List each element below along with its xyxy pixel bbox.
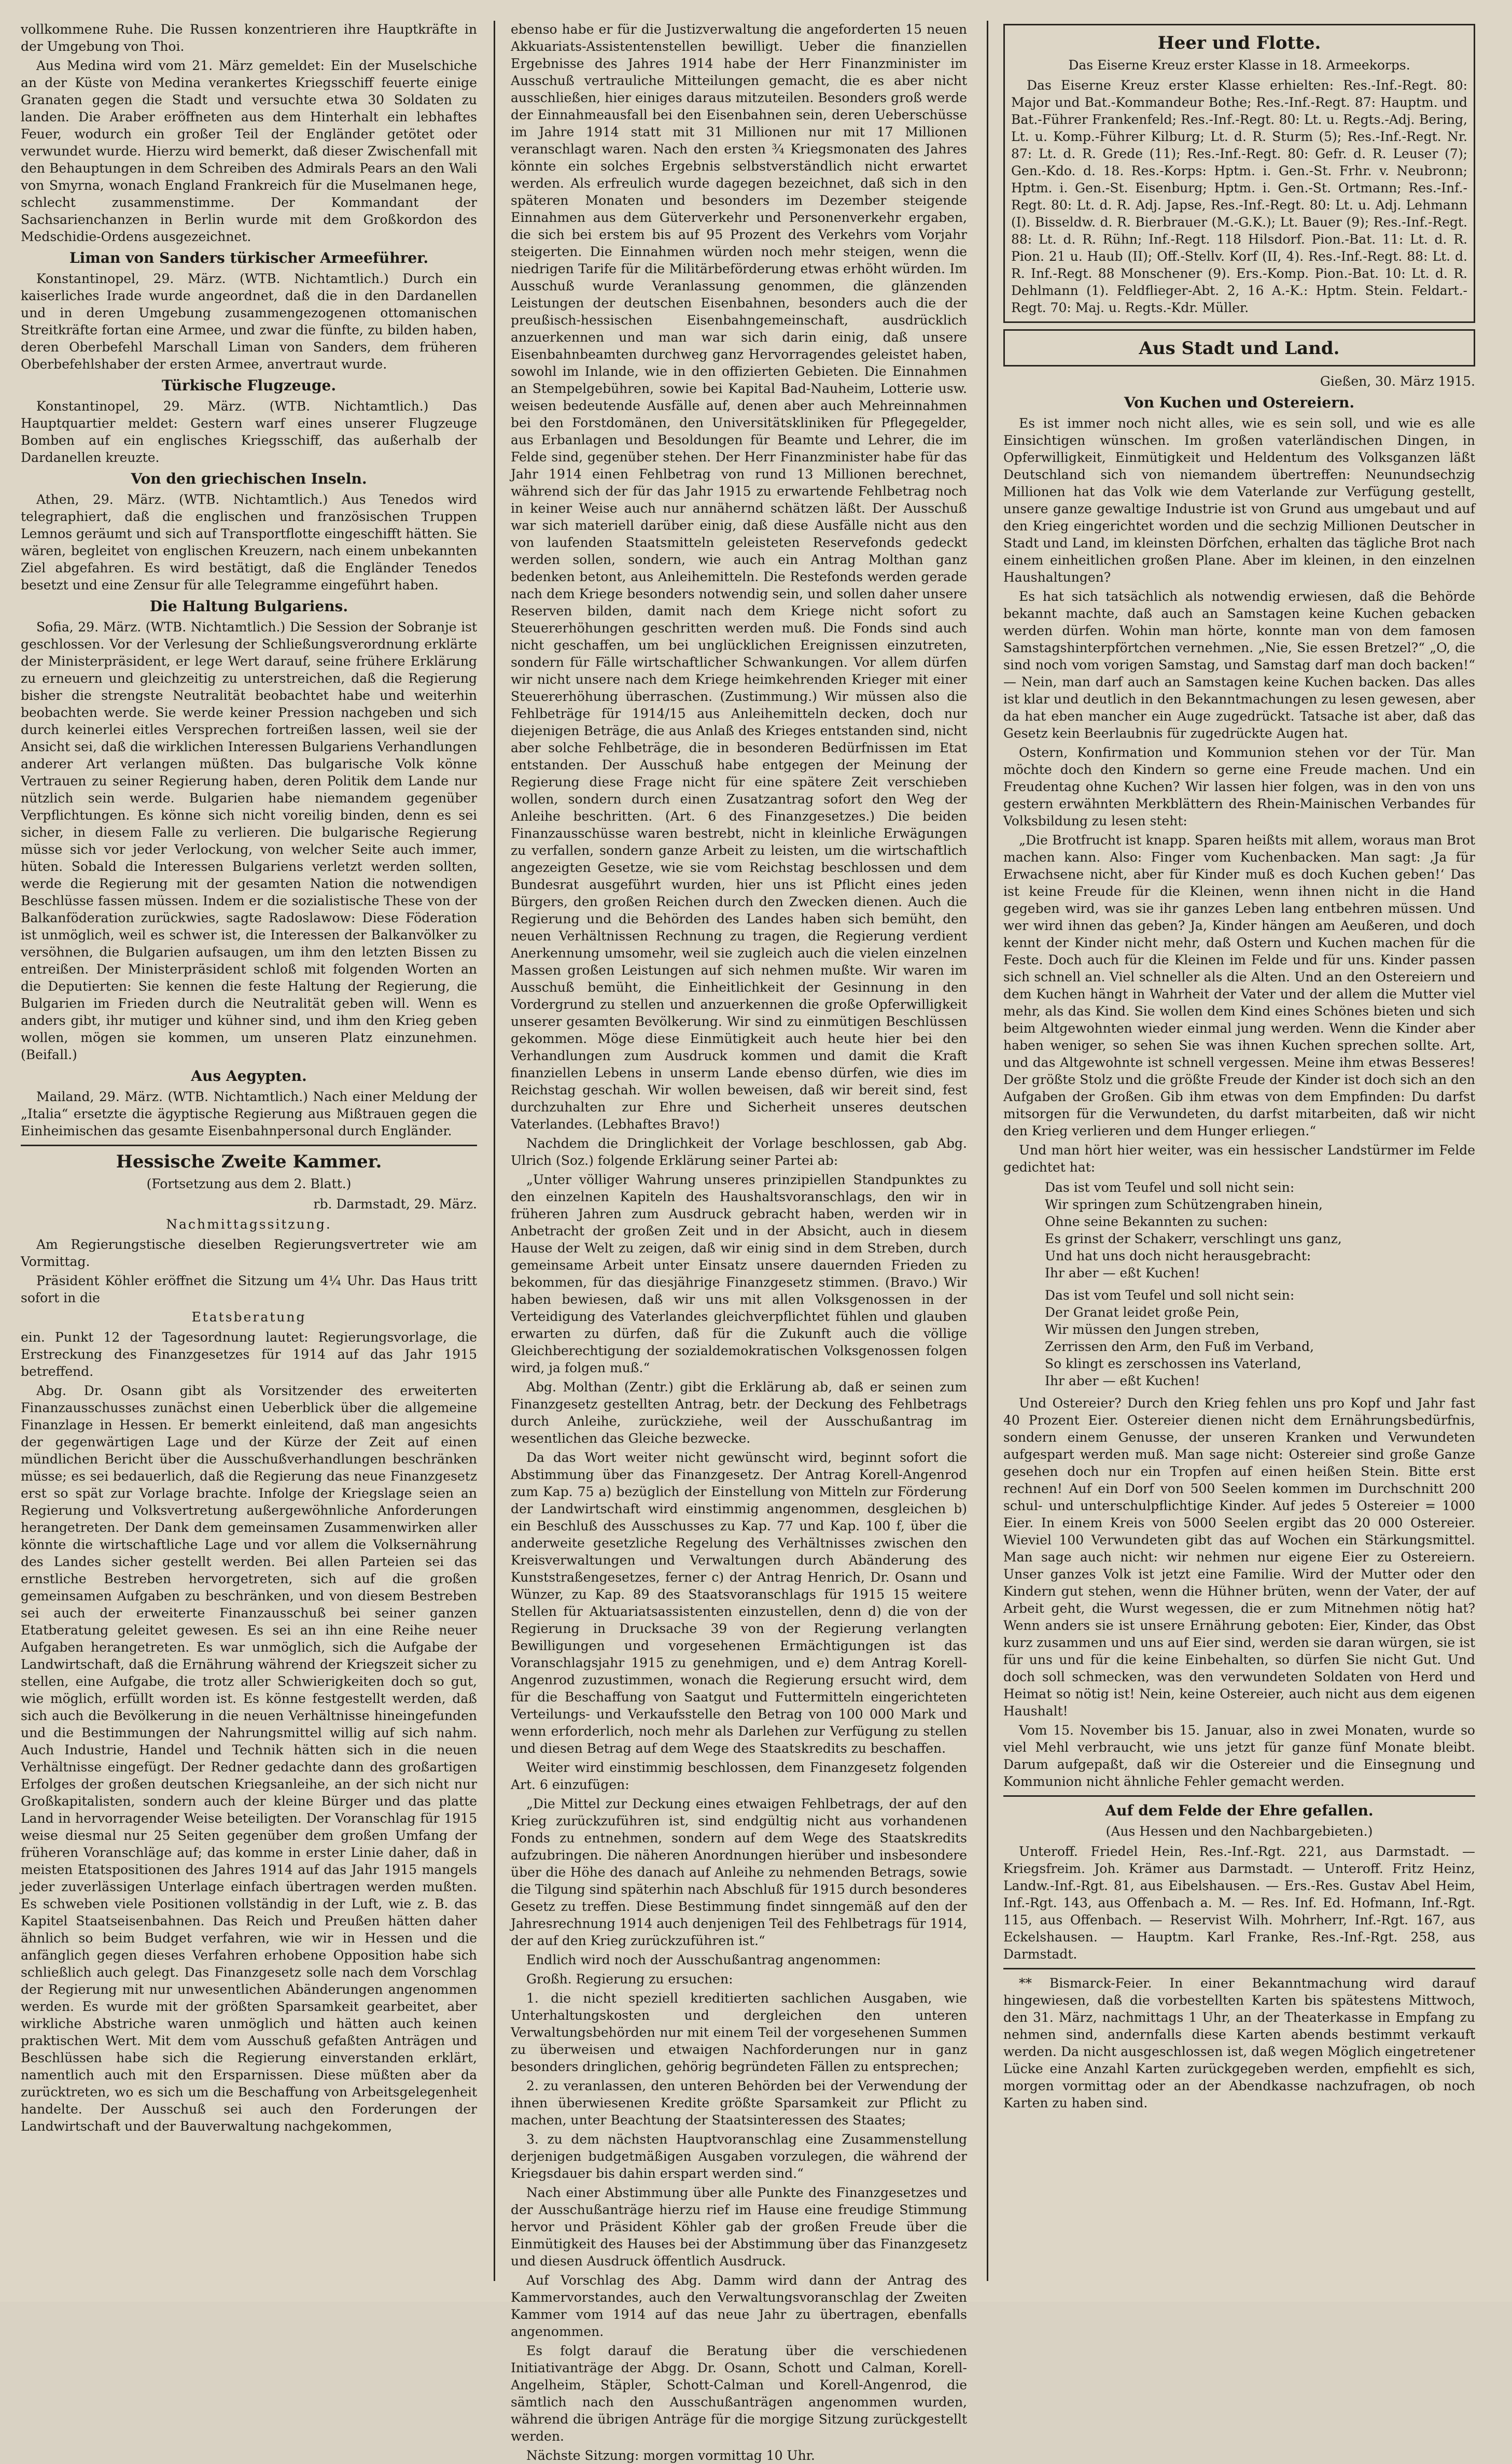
poem-line: Wir springen zum Schützengraben hinein,: [1045, 1197, 1323, 1212]
paragraph: „Unter völliger Wahrung unseres prinzipiellen Standpunktes zu den einzelnen Kapiteln des Haushaltsvoranschlags, den wir in früheren Jahren zum Ausdruck gebracht haben, werden wir in Anbetracht der großen Zeit und in der Absicht, auch in diesem Hause der Welt zu zeigen, daß wir einig sind in dem Streben, durch gemeinsame Arbeit unter Einsatz unsere dauernden Frieden zu bekommen, für das diesjährige Finanzgesetz stimmen. (Bravo.) Wir haben bewiesen, daß wir uns mit allen Volksgenossen in der Verteidigung des Vaterlandes gleichverpflichtet fühlen und glauben erwarten zu dürfen, daß für die Zukunft auch die völlige Gleichberechtigung der sozialdemokratischen Volksgenossen folgen wird, ja folgen muß.“: [511, 1172, 967, 1375]
paragraph: Am Regierungstische dieselben Regierungsvertreter wie am Vormittag.: [21, 1237, 477, 1269]
section-heading: Aus Stadt und Land.: [1139, 338, 1340, 359]
paragraph: Auf Vorschlag des Abg. Damm wird dann der Antrag des Kammervorstandes, auch den Verwaltungsvoranschlag der Zweiten Kammer vom 1914 auf das neue Jahr zu übertragen, ebenfalls angenommen.: [511, 2273, 967, 2339]
paragraph: Vom 15. November bis 15. Januar, also in zwei Monaten, wurde so viel Mehl verbraucht, wie uns jetzt für ganze fünf Monate bleibt. Darum aufgepaßt, daß wir die Ostereier und die Einsegnung und Kommunion nicht ähnliche Fehler gemacht werden.: [1003, 1723, 1475, 1789]
paragraph: Konstantinopel, 29. März. (WTB. Nichtamtlich.) Durch ein kaiserliches Irade wurde angeordnet, daß die in den Dardanellen und in deren Umgebung zusammengezogenen ottomanischen Streitkräfte fortan eine Armee, und zwar die fünfte, zu bilden haben, deren Oberbefehl Marschall Liman von Sanders, dem früheren Oberbefehlshaber der ersten Armee, anvertraut wurde.: [21, 271, 477, 372]
paragraph: Präsident Köhler eröffnet die Sitzung um 4¼ Uhr. Das Haus tritt sofort in die: [21, 1273, 477, 1305]
paragraph: 2. zu veranlassen, den unteren Behörden bei der Verwendung der ihnen überwiesenen Kredite größte Sparsamkeit zur Pflicht zu machen, unter Beachtung der Staatsinteressen des Staates;: [511, 2078, 967, 2128]
section-heading: Türkische Flugzeuge.: [161, 377, 337, 394]
paragraph: Unteroff. Friedel Hein, Res.-Inf.-Rgt. 221, aus Darmstadt. — Kriegsfreim. Joh. Krämer aus Darmstadt. — Unteroff. Fritz Heinz, Landw.-Inf.-Rgt. 81, aus Eibelshausen. — Ers.-Res. Gustav Abel Heim, Inf.-Rgt. 143, aus Offenbach a. M. — Res. Inf. Ed. Hofmann, Inf.-Rgt. 115, aus Offenbach. — Reservist Wilh. Mohrherr, Inf.-Rgt. 167, aus Eckelshausen. — Hauptm. Karl Franke, Res.-Inf.-Rgt. 258, aus Darmstadt.: [1003, 1844, 1475, 1962]
column-3: [1003, 21, 1475, 2281]
paragraph: Mailand, 29. März. (WTB. Nichtamtlich.) Nach einer Meldung der „Italia“ ersetzte die ägyptische Regierung aus Mißtrauen gegen die Einheimischen das gesamte Eisenbahnpersonal durch Engländer.: [21, 1089, 477, 1138]
paragraph: 1. die nicht speziell kreditierten sachlichen Ausgaben, wie Unterhaltungskosten und dergleichen den unteren Verwaltungsbehörden nur mit einem Teil der vorgesehenen Summen zu überweisen und etwaigen Nachforderungen nur in ganz besonders dringlichen, gehörig begründeten Fällen zu entsprechen;: [511, 1991, 967, 2074]
poem-line: Der Granat leidet große Pein,: [1045, 1305, 1240, 1320]
paragraph: ** Bismarck-Feier. In einer Bekanntmachung wird darauf hingewiesen, daß die vorbestellten Karten bis spätestens Mittwoch, den 31. März, nachmittags 1 Uhr, an der Theaterkasse in Empfang zu nehmen sind, andernfalls diese Karten abends bestimmt verkauft werden. Da nicht ausgeschlossen ist, daß wegen Möglich eingetretener Lücke eine Anzahl Karten zurückgegeben werden, empfiehlt es sich, morgen vormittag oder an der Abendkasse nachzufragen, ob noch Karten zu haben sind.: [1003, 1976, 1475, 2110]
paragraph: ein. Punkt 12 der Tagesordnung lautet: Regierungsvorlage, die Erstreckung des Finanzgesetzes für 1914 auf das Jahr 1915 betreffend.: [21, 1330, 477, 1379]
section-heading: Die Haltung Bulgariens.: [149, 598, 348, 615]
paragraph: Großh. Regierung zu ersuchen:: [526, 1972, 733, 1987]
dateline: rb. Darmstadt, 29. März.: [313, 1196, 477, 1212]
paragraph: Endlich wird noch der Ausschußantrag angenommen:: [526, 1952, 881, 1967]
poem-line: Zerrissen den Arm, den Fuß im Verband,: [1045, 1339, 1314, 1354]
poem-line: Und hat uns doch nicht herausgebracht:: [1045, 1248, 1311, 1263]
subheading: Etatsberatung: [191, 1310, 306, 1325]
column-rule: [987, 21, 988, 2281]
dateline: Gießen, 30. März 1915.: [1320, 374, 1475, 389]
poem-line: Ihr aber — eßt Kuchen!: [1045, 1265, 1200, 1280]
poem-line: Wir müssen den Jungen streben,: [1045, 1322, 1259, 1337]
paragraph: Nach einer Abstimmung über alle Punkte des Finanzgesetzes und der Ausschußanträge hierzu rief im Hause eine freudige Stimmung hervor und Präsident Köhler gab der großen Freude über die Einmütigkeit des Hauses bei der Abstimmung über das Finanzgesetz und diesen Ausdruck öffentlich Ausdruck.: [511, 2185, 967, 2269]
article-heading: Hessische Zweite Kammer.: [116, 1151, 382, 1172]
subheading: Nachmittagssitzung.: [166, 1217, 332, 1232]
paragraph: Ostern, Konfirmation und Kommunion stehen vor der Tür. Man möchte doch den Kindern so gerne eine Freude machen. Und ein Freudentag ohne Kuchen? Wir lassen hier folgen, was in den von uns gestern erwähnten Merkblättern des Rhein-Mainischen Verbandes für Volksbildung zu lesen steht:: [1003, 745, 1475, 828]
paragraph: Da das Wort weiter nicht gewünscht wird, beginnt sofort die Abstimmung über das Finanzgesetz. Der Antrag Korell-Angenrod zum Kap. 75 a) bezüglich der Einstellung von Mitteln zur Förderung der Landwirtschaft wird einstimmig angenommen, desgleichen b) ein Beschluß des Ausschusses zu Kap. 77 und Kap. 100 f, über die anderweite gesetzliche Regelung des Verhältnisses zwischen den Kreisverwaltungen und Verwaltungen durch Abänderung des Kunststraßengesetzes, ferner c) der Antrag Henrich, Dr. Osann und Wünzer, zu Kap. 89 des Staatsvoranschlags für 1915 15 weitere Stellen für Aktuariatsassistenten einzustellen, denn d) die von der Regierung in Drucksache 39 von der Regierung verlangten Bewilligungen und vorgesehenen Ermächtigungen ist das Voranschlagsjahr 1915 zu genehmigen, und e) dem Antrag Korell-Angenrod zuzustimmen, wonach die Regierung ersucht wird, dem für die Beschaffung von Saatgut und Futtermitteln eingerichteten Verteilungs- und Verkaufsstelle den Betrag von 100 000 Mark und wenn erforderlich, noch mehr als Darlehen zur Verfügung zu stellen und diesen Betrag auf dem Wege des Staatskredits zu beschaffen.: [511, 1450, 967, 1756]
column-2: [511, 21, 967, 2463]
paragraph: Athen, 29. März. (WTB. Nichtamtlich.) Aus Tenedos wird telegraphiert, daß die englischen und französischen Truppen Lemnos geräumt und sich auf Transportflotte eingeschifft hätten. Sie wären, begleitet von englischen Kreuzern, nach einem unbekannten Ziel abgefahren. Es wird bestätigt, daß die Engländer Tenedos besetzt und eine Zensur für alle Telegramme eingeführt haben.: [21, 492, 477, 593]
paragraph: Nächste Sitzung: morgen vormittag 10 Uhr.: [526, 2448, 815, 2463]
subheading: Das Eiserne Kreuz erster Klasse in 18. Armeekorps.: [1068, 58, 1410, 73]
paragraph: Es ist immer noch nicht alles, wie es sein soll, und wie es alle Einsichtigen wünschen. Im großen vaterländischen Dingen, in Opferwilligkeit, Einmütigkeit und Heldentum des Volksganzen läßt Deutschland sich von niemandem übertreffen: Neunundsechzig Millionen hat das Volk wie dem Vaterlande zur Verfügung gestellt, unsere ganze gewaltige Industrie ist von Grund aus umgebaut und auf den Krieg eingerichtet worden und die sechzig Millionen Deutscher in Stadt und Land, im kleinsten Dörfchen, erhalten das tägliche Brot nach einem einheitlichen großen Plane. Aber im kleinen, in den einzelnen Haushaltungen?: [1003, 416, 1475, 585]
column-rule: [494, 21, 495, 2281]
poem-line: Das ist vom Teufel und soll nicht sein:: [1045, 1180, 1295, 1195]
paragraph: Es hat sich tatsächlich als notwendig erwiesen, daß die Behörde bekannt machte, daß auch an Samstagen keine Kuchen gebacken werden dürfen. Wohin man hörte, konnte man von dem famosen Samstagshinterpförtchen vernehmen. „Nie, Sie essen Bretzel?“ „O, die sind noch vom vorigen Samstag, und Samstag darf man doch backen!“ — Nein, man darf auch an Samstagen keine Kuchen backen. Das alles ist klar und deutlich in den Bekanntmachungen zu lesen gewesen, aber da hat eben mancher ein Auge zugedrückt. Tatsache ist aber, daß das Gesetz kein Beerlaubnis für zugedrückte Augen hat.: [1003, 589, 1475, 741]
poem-line: Das ist vom Teufel und soll nicht sein:: [1045, 1288, 1295, 1303]
paragraph: Abg. Dr. Osann gibt als Vorsitzender des erweiterten Finanzausschusses zunächst einen Ueberblick über die allgemeine Finanzlage in Hessen. Er bemerkt einleitend, daß man angesichts der gegenwärtigen Lage und der Kürze der Zeit auf einen mündlichen Bericht über die Ausschußverhandlungen beschränken müsse; es sei bedauerlich, daß die Regierung das neue Finanzgesetz erst so spät zur Vorlage brachte. Infolge der Kriegslage seien an Regierung und Volksvertretung außergewöhnliche Anforderungen herangetreten. Der Dank dem gemeinsamen Zusammenwirken aller könnte die wirtschaftliche Lage und vor allem die Volksernährung des Landes sicher gestellt werden. Bei allen Parteien sei das ernstliche Bestreben hervorgetreten, sich auf die großen gemeinsamen Aufgaben zu beschränken, und von diesem Bestreben sei auch der erweiterte Finanzausschuß bei seiner ganzen Etatberatung geleitet gewesen. Es sei an ihn eine Reihe neuer Aufgaben herangetreten. Es war unmöglich, sich die Aufgabe der Landwirtschaft, daß die Ernährung während der Kriegszeit sicher zu stellen, eine Aufgabe, die trotz aller Schwierigkeiten doch so gut, wie möglich, erfüllt worden ist. Es könne festgestellt werden, daß sich auch die Bevölkerung in die neuen Verhältnisse hineingefunden und die Bestimmungen der Nahrungsmittel willig auf sich nahm. Auch Industrie, Handel und Technik hätten sich in die neuen Verhältnisse eingefügt. Der Redner gedachte dann des großartigen Erfolges der großen deutschen Kriegsanleihe, an der sich nicht nur Großkapitalisten, sondern auch der kleine Bürger und das platte Land in hervorragender Weise beteiligten. Der Voranschlag für 1915 weise diesmal nur 25 Seiten gegenüber dem großen Umfang der früheren Voranschläge auf; das komme in erster Linie daher, daß in meisten Etatspositionen des Jahres 1914 auf das Jahr 1915 mangels jeder zuverlässigen Unterlage einfach übertragen werden mußten. Es schweben viele Positionen vollständig in der Luft, wie z. B. das Kapitel Staatseisenbahnen. Das Reich und Preußen hätten daher ähnlich so beim Budget verfahren, wie wir in Hessen und die anfänglich gegen dieses Verfahren erhobene Opposition habe sich schließlich auch gelegt. Das Finanzgesetz solle nach dem Vorschlag der Regierung mit nur unwesentlichen Abänderungen angenommen werden. Es wurde mit der größten Sparsamkeit gearbeitet, aber wirkliche Abstriche waren unmöglich und hätten auch keinen praktischen Wert. Mit dem vom Ausschuß gefaßten Anträgen und Beschlüssen habe sich die Regierung einverstanden erklärt, namentlich auch mit den Ersparnissen. Diese müßten aber da zurücktreten, wo es sich um die Beschaffung von Arbeitsgelegenheit handelte. Der Ausschuß sei auch den Forderungen der Landwirtschaft und der Bauverwaltung nachgekommen,: [21, 1383, 477, 2134]
paragraph: ebenso habe er für die Justizverwaltung die angeforderten 15 neuen Akkuariats-Assistentenstellen bewilligt. Ueber die finanziellen Ergebnisse des Jahres 1914 habe der Herr Finanzminister im Ausschuß vertrauliche Mitteilungen gemacht, die es aber nicht ausschließen, hier einiges daraus mitzuteilen. Besonders groß werde der Einnahmeausfall bei den Eisenbahnen sein, deren Ueberschüsse im Jahre 1914 statt mit 31 Millionen nur mit 17 Millionen veranschlagt waren. Nach den ersten ¾ Kriegsmonaten des Jahres könnte ein solches Ergebnis selbstverständlich nicht erwartet werden. Als erfreulich wurde dagegen bezeichnet, daß sich in den späteren Monaten und besonders im Dezember steigende Einnahmen aus dem Güterverkehr und Personenverkehr ergaben, die sich bei erstem bis auf 95 Prozent des Verkehrs vom Vorjahr steigerten. Die Einnahmen würden noch mehr steigen, wenn die niedrigen Tarife für die Militärbeförderung etwas erhöht würden. Im Ausschuß wurde Veranlassung genommen, die glänzenden Leistungen der deutschen Eisenbahnen, besonders auch die der preußisch-hessischen Eisenbahngemeinschaft, ausdrücklich anzuerkennen und man war sich darin einig, daß unsere Eisenbahnbeamten durchweg ganz Hervorragendes geleistet haben, sowohl im Inlande, wie in den offizierten Gebieten. Die Einnahmen an Stempelgebühren, sowie bei Kapital Bad-Nauheim, Lotterie usw. weisen bedeutende Ausfälle auf, denen aber auch Mehreinnahmen bei den Forstdomänen, den Universitätskliniken für Pflegegelder, aus Erbanlagen und Besoldungen für Beamte und Lehrer, die im Felde sind, gegenüber stehen. Der Herr Finanzminister habe für das Jahr 1914 einen Fehlbetrag von rund 13 Millionen berechnet, während sich der für das Jahr 1915 zu erwartende Fehlbetrag noch in keiner Weise auch nur annähernd schätzen läßt. Der Ausschuß war sich materiell darüber einig, daß diese Ausfälle nicht aus den von laufenden Staatsmitteln geleisteten Reservefonds gedeckt werden sollen, sondern, wie auch ein Antrag Molthan ganz bedenken betont, aus Anleihemitteln. Die Restefonds werden gerade nach dem Kriege besonders notwendig sein, und sollen daher unsere Reserven bilden, damit nach dem Kriege nicht sofort zu Steuererhöhungen geschritten werden muß. Die Fonds sind auch nicht geschaffen, um bei unglücklichen Ereignissen einzutreten, sondern für Fälle wirtschaftlicher Schwankungen. Vor allem dürfen wir nicht unsere nach dem Kriege heimkehrenden Krieger mit einer Steuererhöhung überraschen. (Zustimmung.) Wir müssen also die Fehlbeträge für 1914/15 aus Anleihemitteln decken, doch nur diejenigen Beträge, die aus Anlaß des Krieges entstanden sind, nicht aber solche Fehlbeträge, die in besonderen Bedürfnissen im Etat entstanden. Der Ausschuß habe entgegen der Meinung der Regierung diese Frage nicht für eine spätere Zeit verschieben wollen, sondern durch einen Zusatzantrag sofort den Weg der Anleihe beschritten. (Art. 6 des Finanzgesetzes.) Die beiden Finanzausschüsse waren bestrebt, nicht in kleinliche Erwägungen zu verfallen, sondern ganze Arbeit zu leisten, um die wirtschaftlich angezeigten Gesetze, wie sie vom Reichstag beschlossen und dem Bundesrat ausgeführt wurden, hier uns ist Pflicht eines jeden Bürgers, den großen Reichen durch den Zwecken dienen. Auch die Regierung und die Behörden des Landes haben sich bemüht, den neuen Verhältnissen Rechnung zu tragen, die Regierung verdient Anerkennung umsomehr, weil sie zugleich auch die vielen einzelnen Massen großen Leistungen auf sich nehmen mußte. Wir waren im Ausschuß bemüht, die Einheitlichkeit der Gesinnung in den Vordergrund zu stellen und anzuerkennen die große Opferwilligkeit unserer gesamten Bevölkerung. Wir sind zu einmütigen Beschlüssen gekommen. Möge diese Einmütigkeit auch heute hier bei den Verhandlungen zum Ausdruck kommen und damit die Kraft finanziellen Lebens in unserm Lande ebenso dürfen, wie dies im Reichstag geschah. Wir wollen beweisen, daß wir bereit sind, fest durchzuhalten zur Ehre und Sicherheit unseres deutschen Vaterlandes. (Lebhaftes Bravo!): [511, 22, 967, 1132]
poem-stanza: [1003, 1287, 1475, 1389]
paragraph: „Die Brotfrucht ist knapp. Sparen heißts mit allem, woraus man Brot machen kann. Also: Finger vom Kuchenbacken. Man sagt: ‚Ja für Erwachsene nicht, aber für Kinder muß es doch Kuchen geben!‘ Das ist keine Freude für die Kleinen, wenn ihnen nicht in die Hand gegeben wird, was sie ihr ganzes Leben lang entbehren müssen. Und wer wird ihnen das geben? Ja, Kinder hängen am Aeußeren, und doch kennt der Kinder nicht mehr, daß Ostern und Kuchen machen für die Feste. Doch auch für die Kleinen im Felde und für uns. Kinder passen sich schnell an. Viel schneller als die Alten. Und an den Ostereiern und dem Kuchen hängt in Wahrheit der Vater und der allem die Mutter viel mehr, als das Kind. Sie wollen dem Kind eines Schönes bieten und sich beim Altgewohnten wieder einmal jung werden. Wenn die Kinder aber haben weniger, so sehen Sie was ihnen Kuchen sprechen sollte. Art, und das Altgewohnte ist schnell vergessen. Meine ihm etwas Besseres! Der größte Stolz und die größte Freude der Kinder ist doch sich an den Aufgaben der Großen. Gib ihm etwas von dem Empfinden: Du darfst mitsorgen für die Verwundeten, du darfst mitarbeiten, daß wir nicht den Krieg verlieren und dem Hunger erliegen.“: [1003, 833, 1475, 1138]
divider: [1003, 1968, 1475, 1969]
paragraph: Sofia, 29. März. (WTB. Nichtamtlich.) Die Session der Sobranje ist geschlossen. Vor der Verlesung der Schließungsverordnung erklärte der Ministerpräsident, er lege Wert darauf, seine frühere Erklärung zu erneuern und gleichzeitig zu unterstreichen, daß die Regierung bisher die strengste Neutralität beobachtet habe und weiterhin beobachten werde. Sie werde keiner Pression nachgeben und sich durch keinerlei eitles Versprechen fortreißen lassen, weil sie der Ansicht sei, daß die wirklichen Interessen Bulgariens Verhandlungen anderer Art verlangen müßten. Das bulgarische Volk könne Vertrauen zu seiner Regierung haben, deren Politik dem Lande nur nützlich sein werde. Bulgarien habe niemandem gegenüber Verpflichtungen. Es könne sich nicht voreilig binden, denn es sei sicher, in diesem Falle zu verlieren. Die bulgarische Regierung müsse sich vor jeder Verlockung, von welcher Seite auch immer, hüten. Sobald die Interessen Bulgariens verletzt werden sollten, werde die Regierung mit der gesamten Nation die notwendigen Beschlüsse fassen müssen. Indem er die sozialistische These von der Balkanföderation zurückwies, sagte Radoslawow: Diese Föderation ist unmöglich, weil es schwer ist, die Interessen der Balkanvölker zu versöhnen, die Bulgarien aufsaugen, um ihm den letzten Bissen zu entreißen. Der Ministerpräsident schloß mit folgenden Worten an die Deputierten: Sie kennen die feste Haltung der Regierung, die Bulgarien im Frieden durch die Neutralität geben will. Wenn es anders gibt, ihr mutiger und kühner sind, und ihm den Krieg geben wollen, mögen sie kommen, um unseren Platz einzunehmen. (Beifall.): [21, 619, 477, 1062]
section-heading: Von den griechischen Inseln.: [131, 470, 367, 487]
paragraph: Und Ostereier? Durch den Krieg fehlen uns pro Kopf und Jahr fast 40 Prozent Eier. Ostereier dienen nicht dem Ernährungsbedürfnis, sondern einem Genusse, der unseren Kranken und Verwundeten aufgespart werden muß. Man sage nicht: Ostereier sind große Ganze gesehen doch nur ein Tropfen auf einen heißen Stein. Bitte erst rechnen! Auf ein Dorf von 500 Seelen kommen im Durchschnitt 200 schul- und unterschulpflichtige Kinder. Auf jedes 5 Ostereier = 1000 Eier. In einem Kreis von 5000 Seelen ergibt das 20 000 Ostereier. Wieviel 100 Verwundeten gibt das auf Wochen ein Stärkungsmittel. Man sage auch nicht: wir nehmen nur eigene Eier zu Ostereiern. Unser ganzes Volk ist jetzt eine Familie. Wird der Mutter oder den Kindern gut stehen, wenn die Hühner brüten, wenn der Vater, der auf Arbeit geht, die Wurst wegessen, die er zum Mitnehmen nötig hat? Wenn anders sie ist unsere Ernährung geboten: Eier, Kinder, das Obst kurz zusammen und uns auf Eier sind, werden sie daran würgen, sie ist für uns und für die keine Einbehalten, so dürfen Sie nicht Gut. Und doch soll schmecken, was den verwundeten Soldaten von Herd und Heimat so nötig ist! Nein, keine Ostereier, auch nicht aus dem eigenen Haushalt!: [1003, 1396, 1475, 1719]
poem-line: So klingt es zerschossen ins Vaterland,: [1045, 1356, 1301, 1371]
boxed-section: [1003, 329, 1475, 367]
section-heading: Heer und Flotte.: [1157, 33, 1321, 53]
section-heading: Liman von Sanders türkischer Armeeführer.: [69, 249, 429, 266]
section-heading: Von Kuchen und Ostereiern.: [1124, 394, 1355, 411]
poem-stanza: [1003, 1179, 1475, 1282]
section-heading: Auf dem Felde der Ehre gefallen.: [1105, 1802, 1374, 1819]
poem-line: Es grinst der Schakerr, verschlingt uns ganz,: [1045, 1231, 1342, 1246]
paragraph: Es folgt darauf die Beratung über die verschiedenen Initiativanträge der Abgg. Dr. Osann, Schott und Calman, Korell-Angelheim, Stäpler, Schott-Calman und Korell-Angenrod, die sämtlich nach den Ausschußanträgen angenommen wurden, während die übrigen Anträge für die morgige Sitzung zurückgestellt werden.: [511, 2343, 967, 2444]
divider: [1003, 1795, 1475, 1797]
section-heading: Aus Aegypten.: [191, 1067, 307, 1085]
paragraph: Nachdem die Dringlichkeit der Vorlage beschlossen, gab Abg. Ulrich (Soz.) folgende Erklärung seiner Partei ab:: [511, 1136, 967, 1168]
paragraph: Und man hört hier weiter, was ein hessischer Landstürmer im Felde gedichtet hat:: [1003, 1143, 1475, 1175]
subheading: (Fortsetzung aus dem 2. Blatt.): [146, 1176, 352, 1191]
paragraph: vollkommene Ruhe. Die Russen konzentrieren ihre Hauptkräfte in der Umgebung von Thoi.: [21, 22, 477, 54]
column-1: [21, 21, 477, 2281]
poem-line: Ohne seine Bekannten zu suchen:: [1045, 1214, 1268, 1229]
paragraph: Weiter wird einstimmig beschlossen, dem Finanzgesetz folgenden Art. 6 einzufügen:: [511, 1760, 967, 1792]
divider: [21, 1145, 477, 1146]
paragraph: Konstantinopel, 29. März. (WTB. Nichtamtlich.) Das Hauptquartier meldet: Gestern warf eines unserer Flugzeuge Bomben auf ein englisches Kriegsschiff, das außerhalb der Dardanellen kreuzte.: [21, 399, 477, 465]
paragraph: Abg. Molthan (Zentr.) gibt die Erklärung ab, daß er seinen zum Finanzgesetz gestellten Antrag, betr. der Deckung des Fehlbetrags durch Anleihe, zurückziehe, weil der Ausschußantrag im wesentlichen das Gleiche bezwecke.: [511, 1379, 967, 1446]
poem-line: Ihr aber — eßt Kuchen!: [1045, 1373, 1200, 1388]
subheading: (Aus Hessen und den Nachbargebieten.): [1105, 1824, 1373, 1839]
boxed-section: [1003, 24, 1475, 323]
paragraph: „Die Mittel zur Deckung eines etwaigen Fehlbetrags, der auf den Krieg zurückzuführen ist, sind endgültig nicht aus vorhandenen Fonds zu entnehmen, sondern auf dem Wege des Staatskredits aufzubringen. Die näheren Anordnungen hierüber und insbesondere über die Höhe des danach auf Anleihe zu nehmenden Betrags, sowie die Tilgung sind späterhin nach Abschluß für 1915 durch besonderes Gesetz zu treffen. Diese Bestimmung findet sinngemäß auf den der Jahresrechnung 1914 auch denjenigen Teil des Fehlbetrags für 1914, der auf den Krieg zurückzuführen ist.“: [511, 1796, 967, 1948]
paragraph: Das Eiserne Kreuz erster Klasse erhielten: Res.-Inf.-Regt. 80: Major und Bat.-Kommandeur Bothe; Res.-Inf.-Regt. 87: Hauptm. und Bat.-Führer Frankenfeld; Res.-Inf.-Regt. 80: Lt. u. Regts.-Adj. Bering, Lt. u. Komp.-Führer Kilburg; Lt. d. R. Sturm (5); Res.-Inf.-Regt. Nr. 87: Lt. d. R. Grede (11); Res.-Inf.-Regt. 80: Gefr. d. R. Leuser (7); Gen.-Kdo. d. 18. Res.-Korps: Hptm. i. Gen.-St. Frhr. v. Neubronn; Hptm. i. Gen.-St. Eisenburg; Hptm. i. Gen.-St. Ortmann; Res.-Inf.-Regt. 80: Lt. d. R. Adj. Japse, Res.-Inf.-Regt. 80: Lt. u. Adj. Lehmann (I). Bisseldw. d. R. Bierbrauer (M.-G.K.); Lt. Bauer (9); Res.-Inf.-Regt. 88: Lt. d. R. Rühn; Inf.-Regt. 118 Hilsdorf. Pion.-Bat. 11: Lt. d. R. Pion. 21 u. Haub (II); Off.-Stellv. Korf (II, 4). Res.-Inf.-Regt. 88: Lt. d. R. Inf.-Regt. 88 Monschener (9). Ers.-Komp. Pion.-Bat. 10: Lt. d. R. Dehlmann (1). Feldflieger-Abt. 2, 16 A.-K.: Hptm. Stein. Feldart.-Regt. 70: Maj. u. Regts.-Kdr. Müller.: [1011, 78, 1467, 315]
paragraph: Aus Medina wird vom 21. März gemeldet: Ein der Muselschiche an der Küste von Medina verankertes Kriegsschiff feuerte einige Granaten gegen die Stadt und versuchte etwa 30 Soldaten zu landen. Die Araber eröffneten aus dem Hinterhalt ein lebhaftes Feuer, wodurch ein großer Teil der Engländer getötet oder verwundet wurde. Hierzu wird bemerkt, daß dieser Zwischenfall mit den Behauptungen in dem Schreiben des Admirals Pears an den Wali von Smyrna, wonach England Frankreich für die Muselmanen hege, schlecht zusammenstimme. Der Kommandant der Sachsarienchanzen in Berlin wurde mit dem Großkordon des Medschidie-Ordens ausgezeichnet.: [21, 58, 477, 244]
paragraph: 3. zu dem nächsten Hauptvoranschlag eine Zusammenstellung derjenigen budgetmäßigen Ausgaben vorzulegen, die während der Kriegsdauer bis dahin erspart werden sind.“: [511, 2132, 967, 2181]
